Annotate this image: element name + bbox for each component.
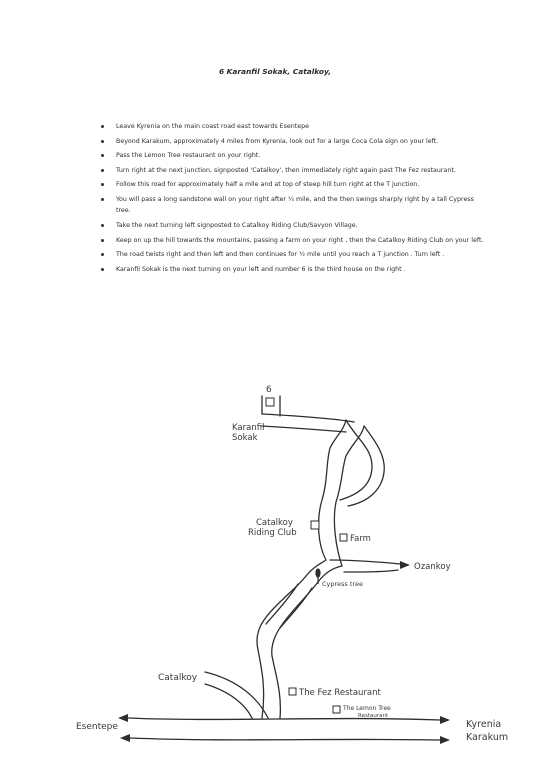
bullet-icon bbox=[101, 239, 104, 242]
arrow-left-icon bbox=[118, 714, 128, 722]
bullet-icon bbox=[101, 125, 104, 128]
document-title: 6 Karanfil Sokak, Catalkoy, bbox=[218, 67, 332, 76]
bullet-icon bbox=[101, 140, 104, 143]
arrow-right-icon bbox=[440, 716, 450, 724]
karakum-label: Karakum bbox=[466, 732, 509, 743]
cypress-tree-icon bbox=[316, 569, 320, 577]
direction-item: Keep on up the hill towards the mountains, passing a farm on your right , then the Catalkoy Riding Club on your left. bbox=[100, 235, 490, 246]
esentepe-label: Esentepe bbox=[76, 722, 118, 732]
bullet-icon bbox=[101, 224, 104, 227]
house-number-label: 6 bbox=[266, 385, 272, 395]
farm-label: Farm bbox=[350, 534, 371, 544]
directions-list bbox=[100, 121, 490, 278]
cypress-tree-label: Cypress tree bbox=[322, 580, 363, 588]
main-coast-road-bottom bbox=[130, 738, 440, 740]
fez-square-icon bbox=[289, 688, 296, 695]
ozankoy-road-bottom bbox=[344, 570, 398, 572]
bullet-icon bbox=[101, 169, 104, 172]
bullet-icon bbox=[101, 268, 104, 271]
arrow-left-icon bbox=[120, 734, 130, 742]
kyrenia-label: Kyrenia bbox=[466, 719, 502, 730]
main-coast-road-top bbox=[128, 718, 440, 720]
direction-item: Karanfil Sokak is the next turning on your left and number 6 is the third house on the right . bbox=[100, 264, 490, 275]
lemon-tree-square-icon bbox=[333, 706, 340, 713]
catalkoy-label: Catalkoy bbox=[158, 673, 198, 683]
catalkoy-riding-label: Catalkoy bbox=[256, 518, 293, 528]
direction-item: Take the next turning left signposted to Catalkoy Riding Club/Savyon Village. bbox=[100, 220, 490, 231]
arrow-right-icon bbox=[440, 736, 450, 744]
bullet-icon bbox=[101, 154, 104, 157]
bullet-icon bbox=[101, 253, 104, 256]
bullet-icon bbox=[101, 183, 104, 186]
direction-item: You will pass a long sandstone wall on your right after ¼ mile, and the then swings sharply right by a tall Cypress tree. bbox=[100, 194, 490, 217]
bullet-icon bbox=[101, 198, 104, 201]
karanfil-label: Karanfil bbox=[232, 423, 265, 433]
direction-item: The road twists right and then left and then continues for ½ mile until you reach a T junction . Turn left . bbox=[100, 249, 490, 260]
karanfil-road-top bbox=[262, 414, 354, 422]
lemon-tree-label: The Lemon Tree bbox=[343, 705, 391, 712]
cypress-road-left bbox=[266, 584, 298, 624]
house-square-icon bbox=[266, 398, 274, 406]
road-branch-catalkoy-left bbox=[205, 672, 268, 718]
direction-item: Turn right at the next junction, signposted 'Catalkoy', then immediately right again past The Fez restaurant. bbox=[100, 165, 490, 176]
direction-item: Pass the Lemon Tree restaurant on your right. bbox=[100, 150, 490, 161]
farm-square-icon bbox=[340, 534, 347, 541]
direction-item: Leave Kyrenia on the main coast road east towards Esentepe bbox=[100, 121, 490, 132]
hand-drawn-map bbox=[0, 370, 550, 758]
arrow-right-icon bbox=[400, 561, 410, 569]
karanfil-road-bottom bbox=[262, 426, 346, 432]
direction-item: Beyond Karakum, approximately 4 miles from Kyrenia, look out for a large Coca Cola sign on your left. bbox=[100, 136, 490, 147]
riding-club-label: Riding Club bbox=[248, 528, 297, 538]
fez-restaurant-label: The Fez Restaurant bbox=[299, 688, 381, 698]
direction-item: Follow this road for approximately half a mile and at top of steep hill turn right at the T junction. bbox=[100, 179, 490, 190]
lemon-tree-restaurant-label: Restaurant bbox=[358, 713, 389, 719]
ozankoy-label: Ozankoy bbox=[414, 562, 451, 572]
riding-club-square-icon bbox=[311, 521, 319, 529]
sokak-label: Sokak bbox=[232, 433, 258, 443]
road-branch-catalkoy-right bbox=[205, 684, 252, 718]
